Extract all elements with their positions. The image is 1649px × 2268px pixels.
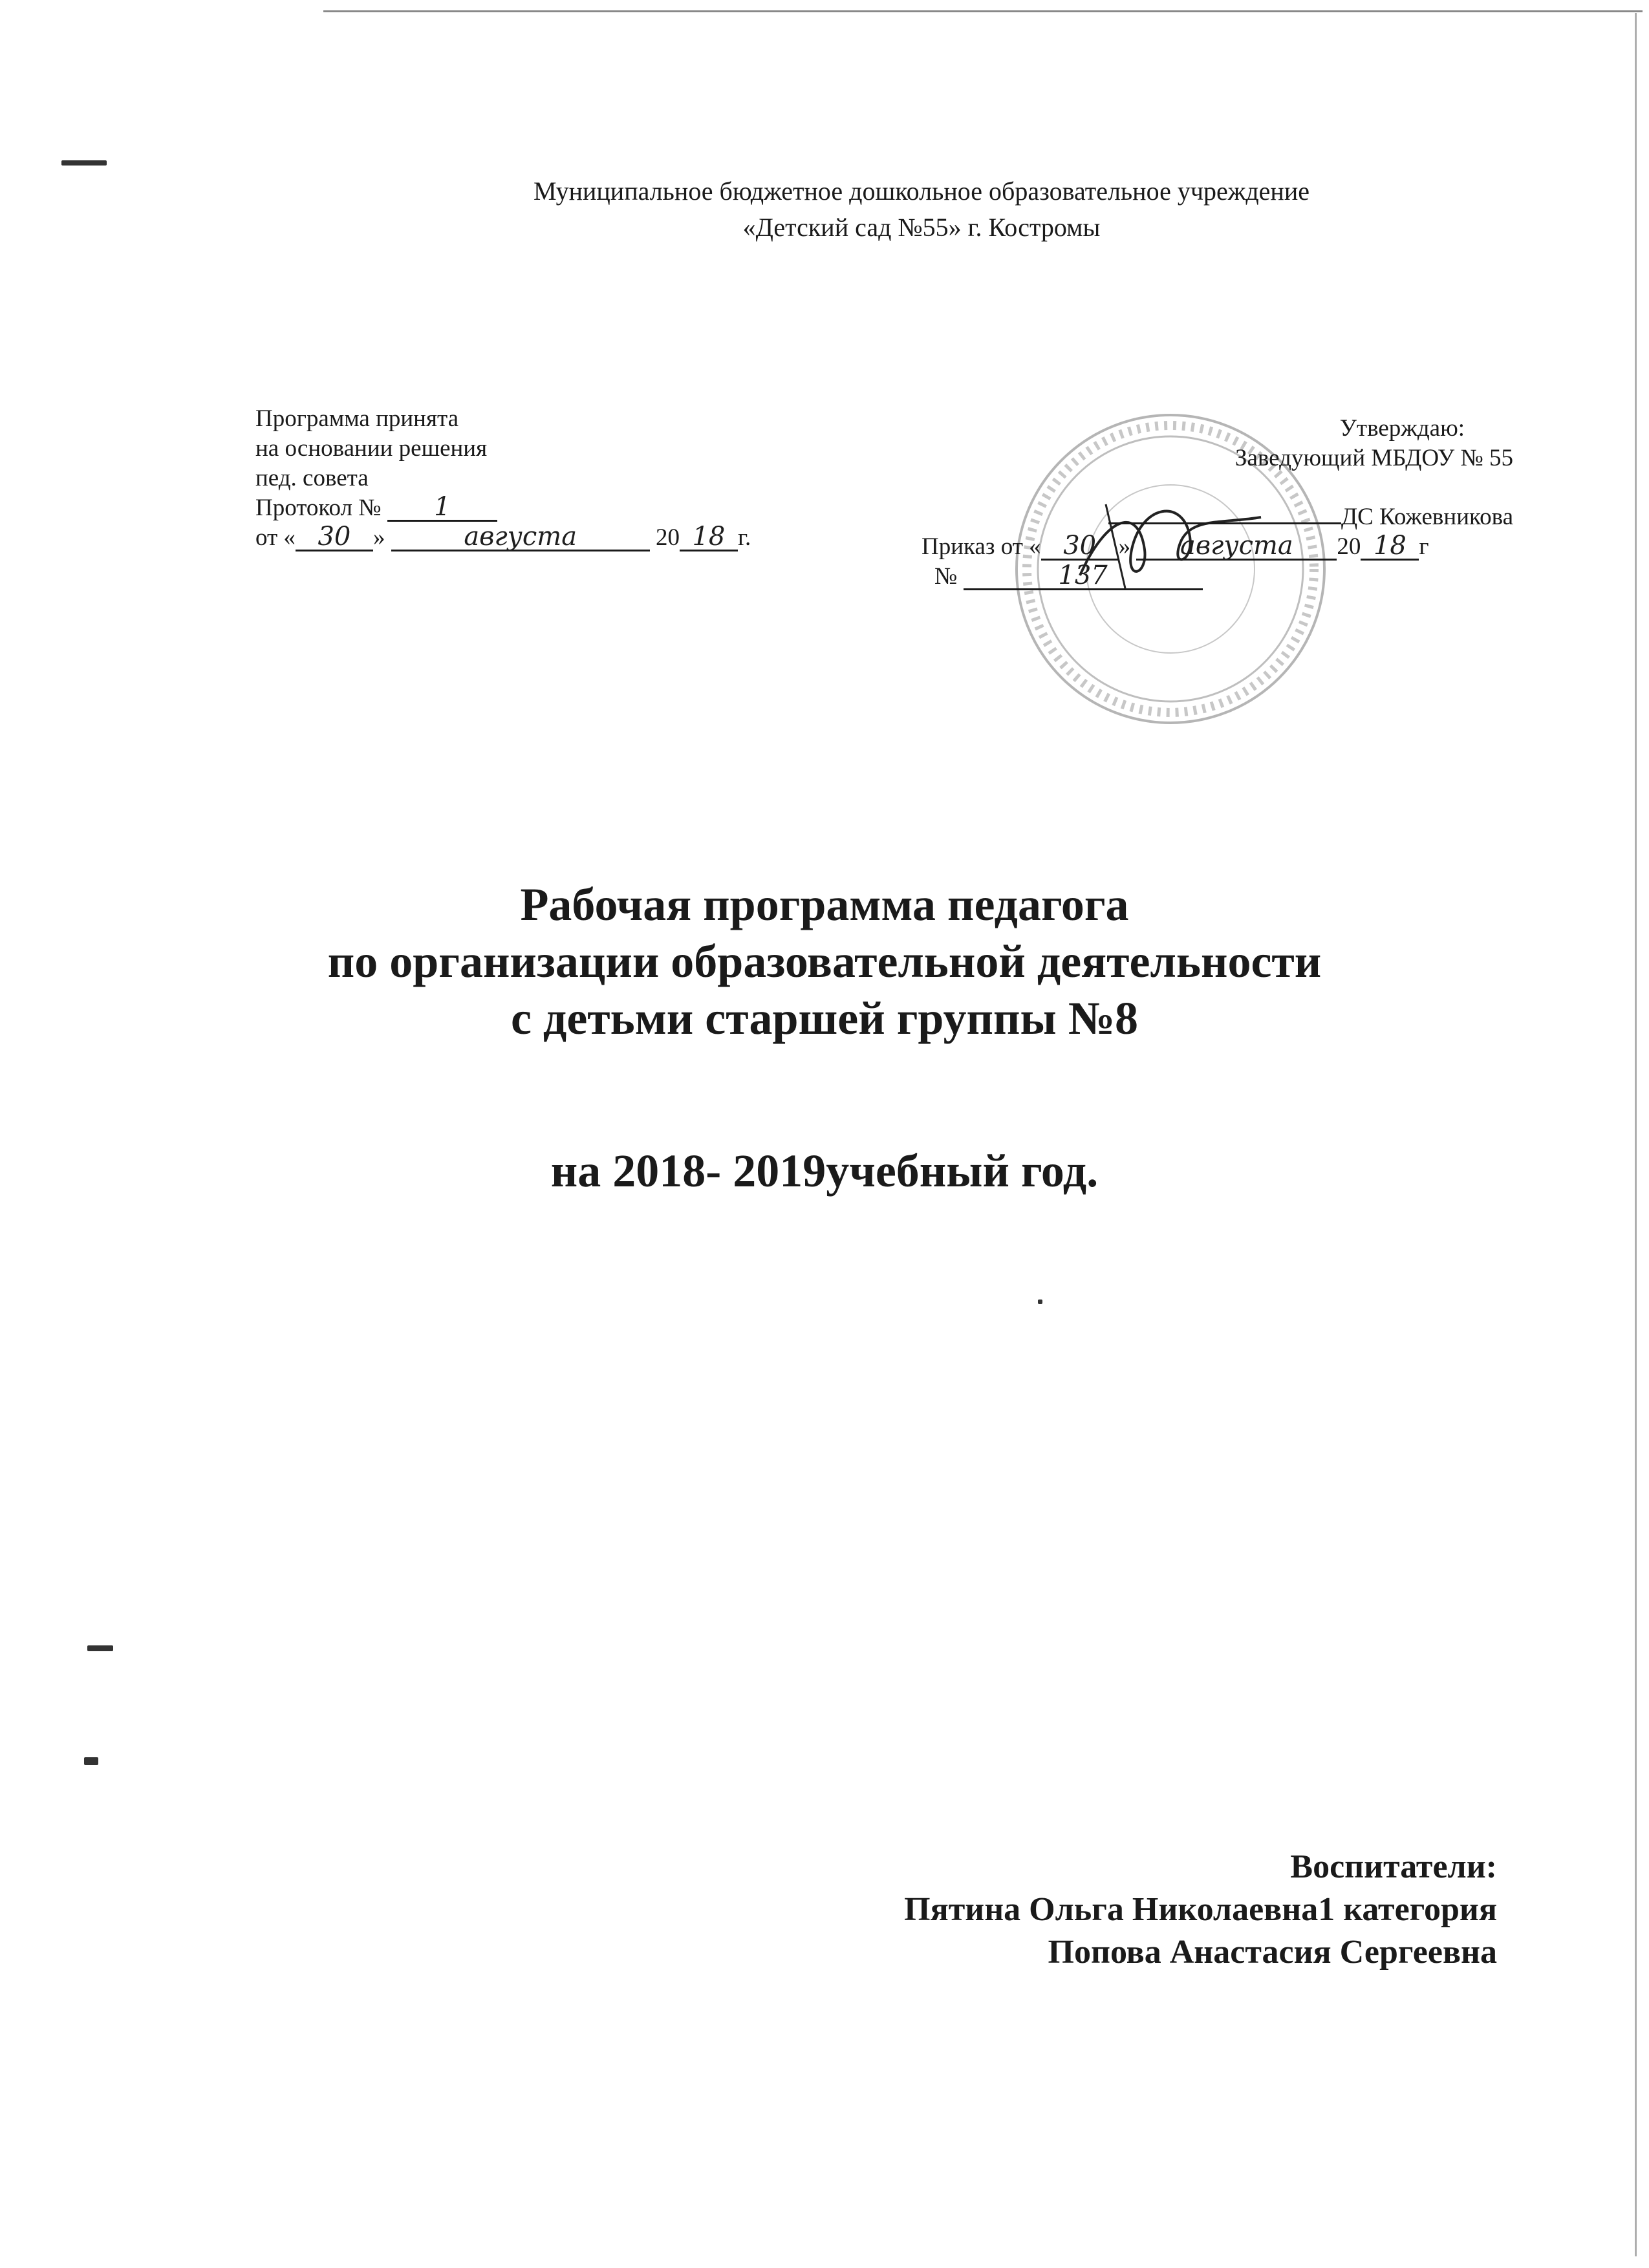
organization-header (0, 173, 1649, 246)
org-line-2: «Детский сад №55» г. Костромы (742, 213, 1101, 242)
scan-edge-right (1635, 13, 1637, 2256)
council-line-2: на основании решения (255, 435, 488, 462)
date-close-quote: » (372, 524, 385, 551)
scan-edge-top (323, 10, 1643, 12)
council-year-handwritten: 18 (680, 524, 738, 551)
scan-speck (87, 1645, 113, 1651)
director-position: Заведующий МБДОУ № 55 (1234, 445, 1513, 471)
org-line-1: Муниципальное бюджетное дошкольное образовательное учреждение (534, 177, 1310, 206)
teacher-2: Попова Анастасия Сергеевна (1048, 1934, 1497, 1971)
title-line-1: Рабочая программа педагога (520, 879, 1129, 930)
order-date-prefix: Приказ от « (921, 533, 1041, 560)
order-year-prefix: 20 (1337, 533, 1361, 560)
director-approval-block (921, 414, 1513, 592)
council-year-end: г. (737, 524, 751, 551)
protocol-label: Протокол № (255, 495, 382, 521)
academic-year: на 2018- 2019учебный год. (550, 1145, 1099, 1197)
program-title (0, 876, 1649, 1047)
protocol-number-handwritten: 1 (387, 494, 497, 522)
order-date-close-quote: » (1118, 533, 1131, 560)
council-date-line (255, 523, 751, 553)
order-month-handwritten: августа (1136, 533, 1337, 561)
date-open-quote: от « (255, 524, 296, 551)
title-line-2: по организации образовательной деятельности (327, 936, 1322, 987)
teachers-block (904, 1846, 1497, 1974)
signature-line (1108, 499, 1341, 524)
order-day-handwritten: 30 (1041, 533, 1119, 561)
order-year-end: г (1419, 533, 1429, 560)
order-year-handwritten: 18 (1361, 533, 1419, 561)
order-number-line (934, 562, 1513, 592)
scan-speck (84, 1757, 98, 1765)
scan-speck (61, 160, 107, 166)
protocol-line (255, 493, 751, 523)
scan-speck (1038, 1300, 1042, 1304)
council-line-1: Программа принята (255, 405, 459, 432)
teachers-label: Воспитатели: (1290, 1848, 1497, 1885)
title-line-3: с детьми старшей группы №8 (510, 992, 1139, 1044)
director-name-line (938, 499, 1513, 532)
council-month-handwritten: августа (391, 524, 650, 551)
council-line-3: пед. совета (255, 465, 369, 491)
order-number-label: № (934, 563, 958, 590)
council-day-handwritten: 30 (296, 524, 373, 551)
council-year-prefix: 20 (655, 524, 680, 551)
director-name: ДС Кожевникова (1341, 504, 1513, 530)
council-approval-block (255, 404, 751, 553)
order-number-handwritten: 137 (964, 562, 1203, 590)
order-date-line (921, 532, 1513, 562)
approve-label: Утверждаю: (1339, 415, 1465, 442)
teacher-1: Пятина Ольга Николаевна1 категория (904, 1891, 1497, 1928)
